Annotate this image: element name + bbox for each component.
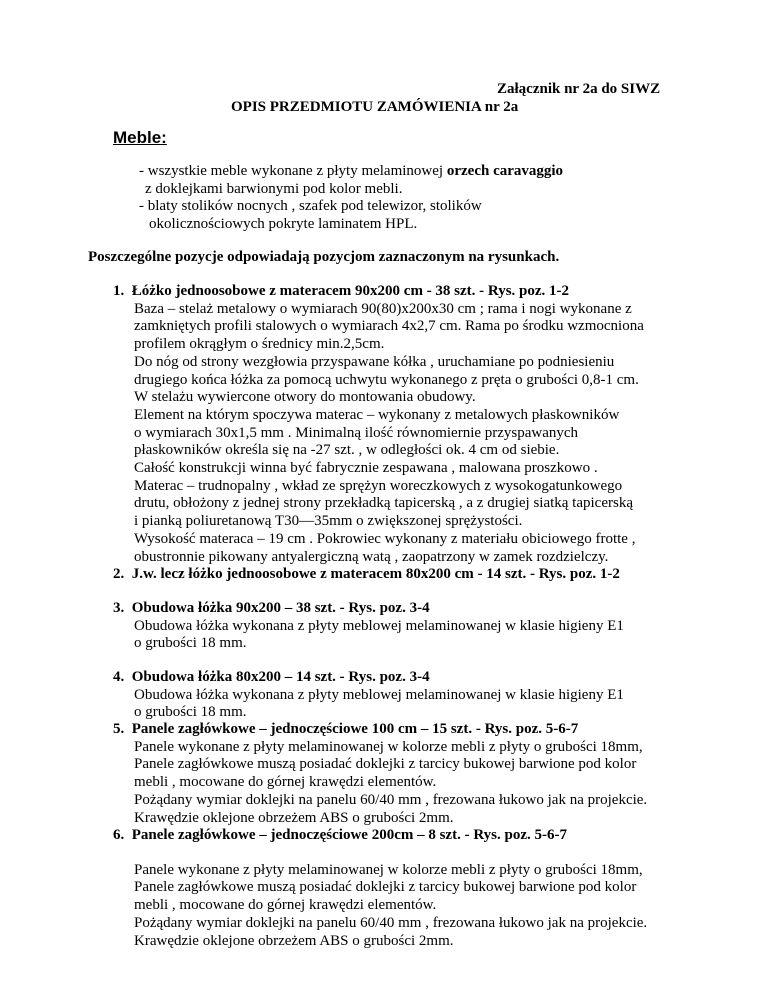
list-item [113, 283, 644, 566]
document-title: OPIS PRZEDMIOTU ZAMÓWIENIA nr 2a [231, 99, 519, 115]
meble-bullets [139, 163, 563, 234]
list-item [113, 566, 620, 584]
list-item [113, 827, 647, 950]
bullet-1-cont: z doklejkami barwionymi pod kolor mebli. [145, 180, 403, 197]
item-description: Obudowa łóżka wykonana z płyty meblowej melaminowanej w klasie higieny E1 o grubości 18 mm. [134, 686, 624, 721]
item-description: Baza – stelaż metalowy o wymiarach 90(80)x200x30 cm ; rama i nogi wykonane z zamkniętych profili stalowych o wymiarach 4x2,7 cm. Rama po środku wzmocniona profilem okrągłym o średnicy min.2,5cm. Do nóg od strony wezgłowia przyspawane kółka , uruchamiane po podniesieniu drugiego końca łóżka za pomocą uchwytu wykonanego z pręta o grubości 0,8-1 cm. W stelażu wywiercone otwory do montowania obudowy. Element na którym spoczywa materac – wykonany z metalowych płaskowników o wymiarach 30x1,5 mm . Minimalną ilość równomiernie przyspawanych płaskowników określa się na -27 szt. , w odległości ok. 4 cm od siebie. Całość konstrukcji winna być fabrycznie zespawana , malowana proszkowo . Materac – trudnopalny , wkład ze sprężyn woreczkowych z wysokogatunkowego drutu, obłożony z jednej strony przekładką tapicerską , a z drugiej siatką tapicerską i pianką poliuretanową T30—35mm o zwiększonej sprężystości. Wysokość materaca – 19 cm . Pokrowiec wykonany z materiału obiciowego frotte , obustronnie pikowany antyalergiczną watą , zaopatrzony w zamek rozdzielczy. [134, 300, 644, 565]
item-title: 4. Obudowa łóżka 80x200 – 14 szt. - Rys. poz. 3-4 [113, 669, 430, 685]
color-name: orzech caravaggio [446, 163, 564, 179]
section-heading-meble: Meble: [113, 128, 167, 147]
item-description: Panele wykonane z płyty melaminowanej w kolorze mebli z płyty o grubości 18mm, Panele zagłówkowe muszą posiadać doklejki z tarcicy bukowej barwione pod kolor mebli , mocowane do górnej krawędzi elementów. Pożądany wymiar doklejki na panelu 60/40 mm , frezowana łukowo jak na projekcie. Krawędzie oklejone obrzeżem ABS o grubości 2mm. [134, 738, 648, 826]
item-description: Obudowa łóżka wykonana z płyty meblowej melaminowanej w klasie higieny E1 o grubości 18 mm. [134, 617, 624, 652]
list-item [113, 721, 647, 827]
item-title: 5. Panele zagłówkowe – jednoczęściowe 100 cm – 15 szt. - Rys. poz. 5-6-7 [113, 721, 579, 737]
list-item [113, 600, 624, 653]
list-item [113, 669, 624, 722]
attachment-label: Załącznik nr 2a do SIWZ [497, 81, 661, 97]
bullet-2: - blaty stolików nocnych , szafek pod telewizor, stolików [139, 198, 482, 215]
bullet-2-cont: okolicznościowych pokryte laminatem HPL. [149, 216, 418, 233]
item-description: Panele wykonane z płyty melaminowanej w kolorze mebli z płyty o grubości 18mm, Panele zagłówkowe muszą posiadać doklejki z tarcicy bukowej barwione pod kolor mebli , mocowane do górnej krawędzi elementów. Pożądany wymiar doklejki na panelu 60/40 mm , frezowana łukowo jak na projekcie. Krawędzie oklejone obrzeżem ABS o grubości 2mm. [134, 861, 648, 949]
bullet-1: - wszystkie meble wykonane z płyty melaminowej orzech caravaggio [139, 163, 564, 179]
item-title: 2. J.w. lecz łóżko jednoosobowe z materacem 80x200 cm - 14 szt. - Rys. poz. 1-2 [113, 566, 620, 582]
item-title: 1. Łóżko jednoosobowe z materacem 90x200 cm - 38 szt. - Rys. poz. 1-2 [113, 283, 570, 299]
intro-paragraph: Poszczególne pozycje odpowiadają pozycjom zaznaczonym na rysunkach. [88, 249, 560, 265]
item-title: 6. Panele zagłówkowe – jednoczęściowe 200cm – 8 szt. - Rys. poz. 5-6-7 [113, 827, 567, 843]
item-title: 3. Obudowa łóżka 90x200 – 38 szt. - Rys. poz. 3-4 [113, 600, 430, 616]
